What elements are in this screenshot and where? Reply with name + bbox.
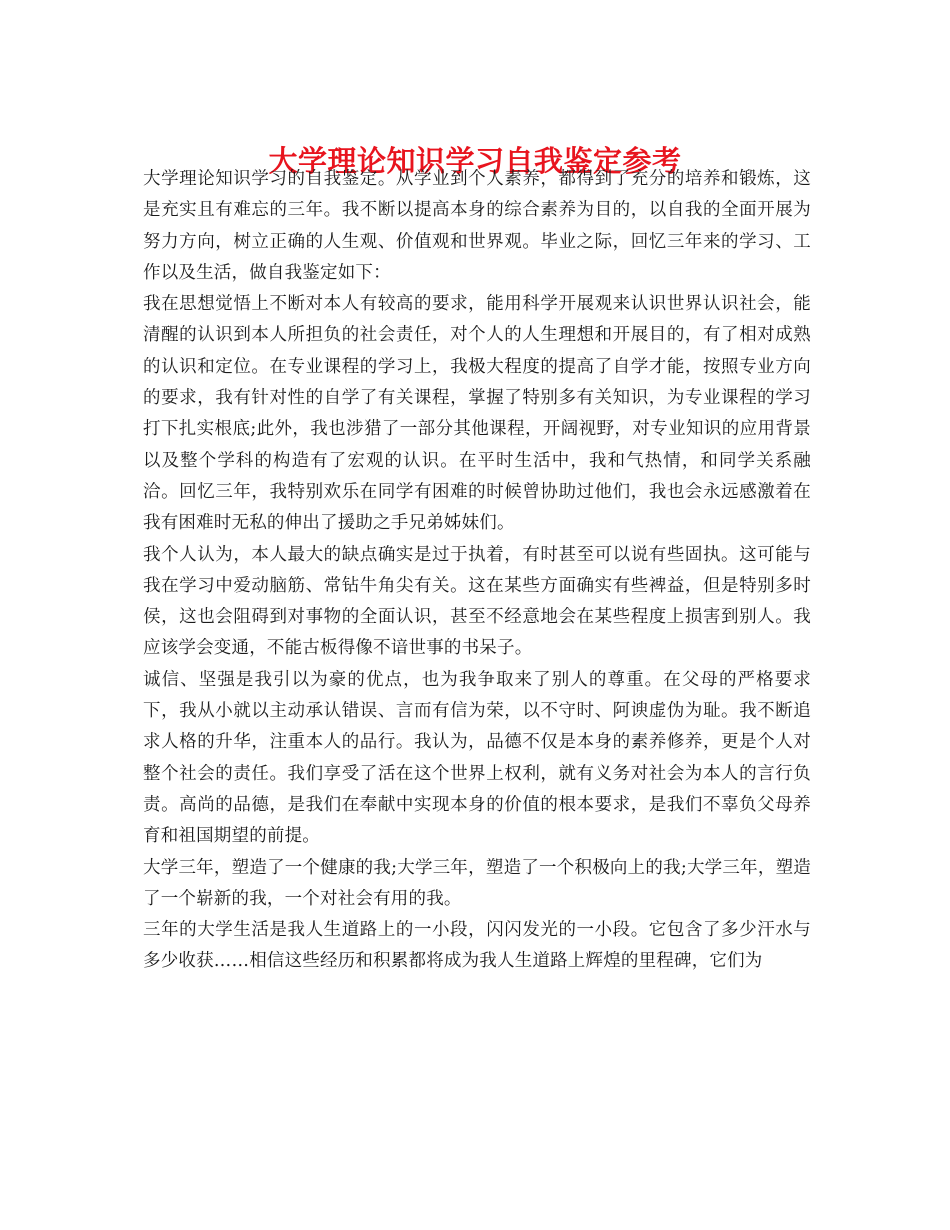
document-body [143,164,811,978]
paragraph-thought-and-study: 我在思想觉悟上不断对本人有较高的要求，能用科学开展观来认识世界认识社会，能清醒的认识到本人所担负的社会责任，对个人的人生理想和开展目的，有了相对成熟的认识和定位。在专业课程的学习上，我极大程度的提高了自学才能，按照专业方向的要求，我有针对性的自学了有关课程，掌握了特别多有关知识，为专业课程的学习打下扎实根底;此外，我也涉猎了一部分其他课程，开阔视野，对专业知识的应用背景以及整个学科的构造有了宏观的认识。在平时生活中，我和气热情，和同学关系融洽。回忆三年，我特别欢乐在同学有困难的时候曾协助过他们，我也会永远感激着在我有困难时无私的伸出了援助之手兄弟姊妹们。 [143,294,811,534]
paragraph-shortcomings: 我个人认为，本人最大的缺点确实是过于执着，有时甚至可以说有些固执。这可能与我在学习中爱动脑筋、常钻牛角尖有关。这在某些方面确实有些裨益，但是特别多时侯，这也会阻碍到对事物的全面认识，甚至不经意地会在某些程度上损害到别人。我应该学会变通，不能古板得像不谙世事的书呆子。 [143,544,811,659]
paragraph-strengths: 诚信、坚强是我引以为豪的优点，也为我争取来了别人的尊重。在父母的严格要求下，我从小就以主动承认错误、言而有信为荣，以不守时、阿谀虚伪为耻。我不断追求人格的升华，注重本人的品行。我认为，品德不仅是本身的素养修养，更是个人对整个社会的责任。我们享受了活在这个世界上权利，就有义务对社会为本人的言行负责。高尚的品德，是我们在奉献中实现本身的价值的根本要求，是我们不辜负父母养育和祖国期望的前提。 [143,669,811,847]
paragraph-intro: 大学理论知识学习的自我鉴定。从学业到个人素养，都得到了充分的培养和锻炼，这是充实且有难忘的三年。我不断以提高本身的综合素养为目的，以自我的全面开展为努力方向，树立正确的人生观、价值观和世界观。毕业之际，回忆三年来的学习、工作以及生活，做自我鉴定如下： [143,169,811,283]
page-title: 大学理论知识学习自我鉴定参考 [268,144,682,179]
paragraph-closing: 三年的大学生活是我人生道路上的一小段，闪闪发光的一小段。它包含了多少汗水与多少收获……相信这些经历和积累都将成为我人生道路上辉煌的里程碑，它们为 [143,920,811,972]
paragraph-three-years: 大学三年，塑造了一个健康的我;大学三年，塑造了一个积极向上的我;大学三年，塑造了一个崭新的我，一个对社会有用的我。 [143,857,811,909]
